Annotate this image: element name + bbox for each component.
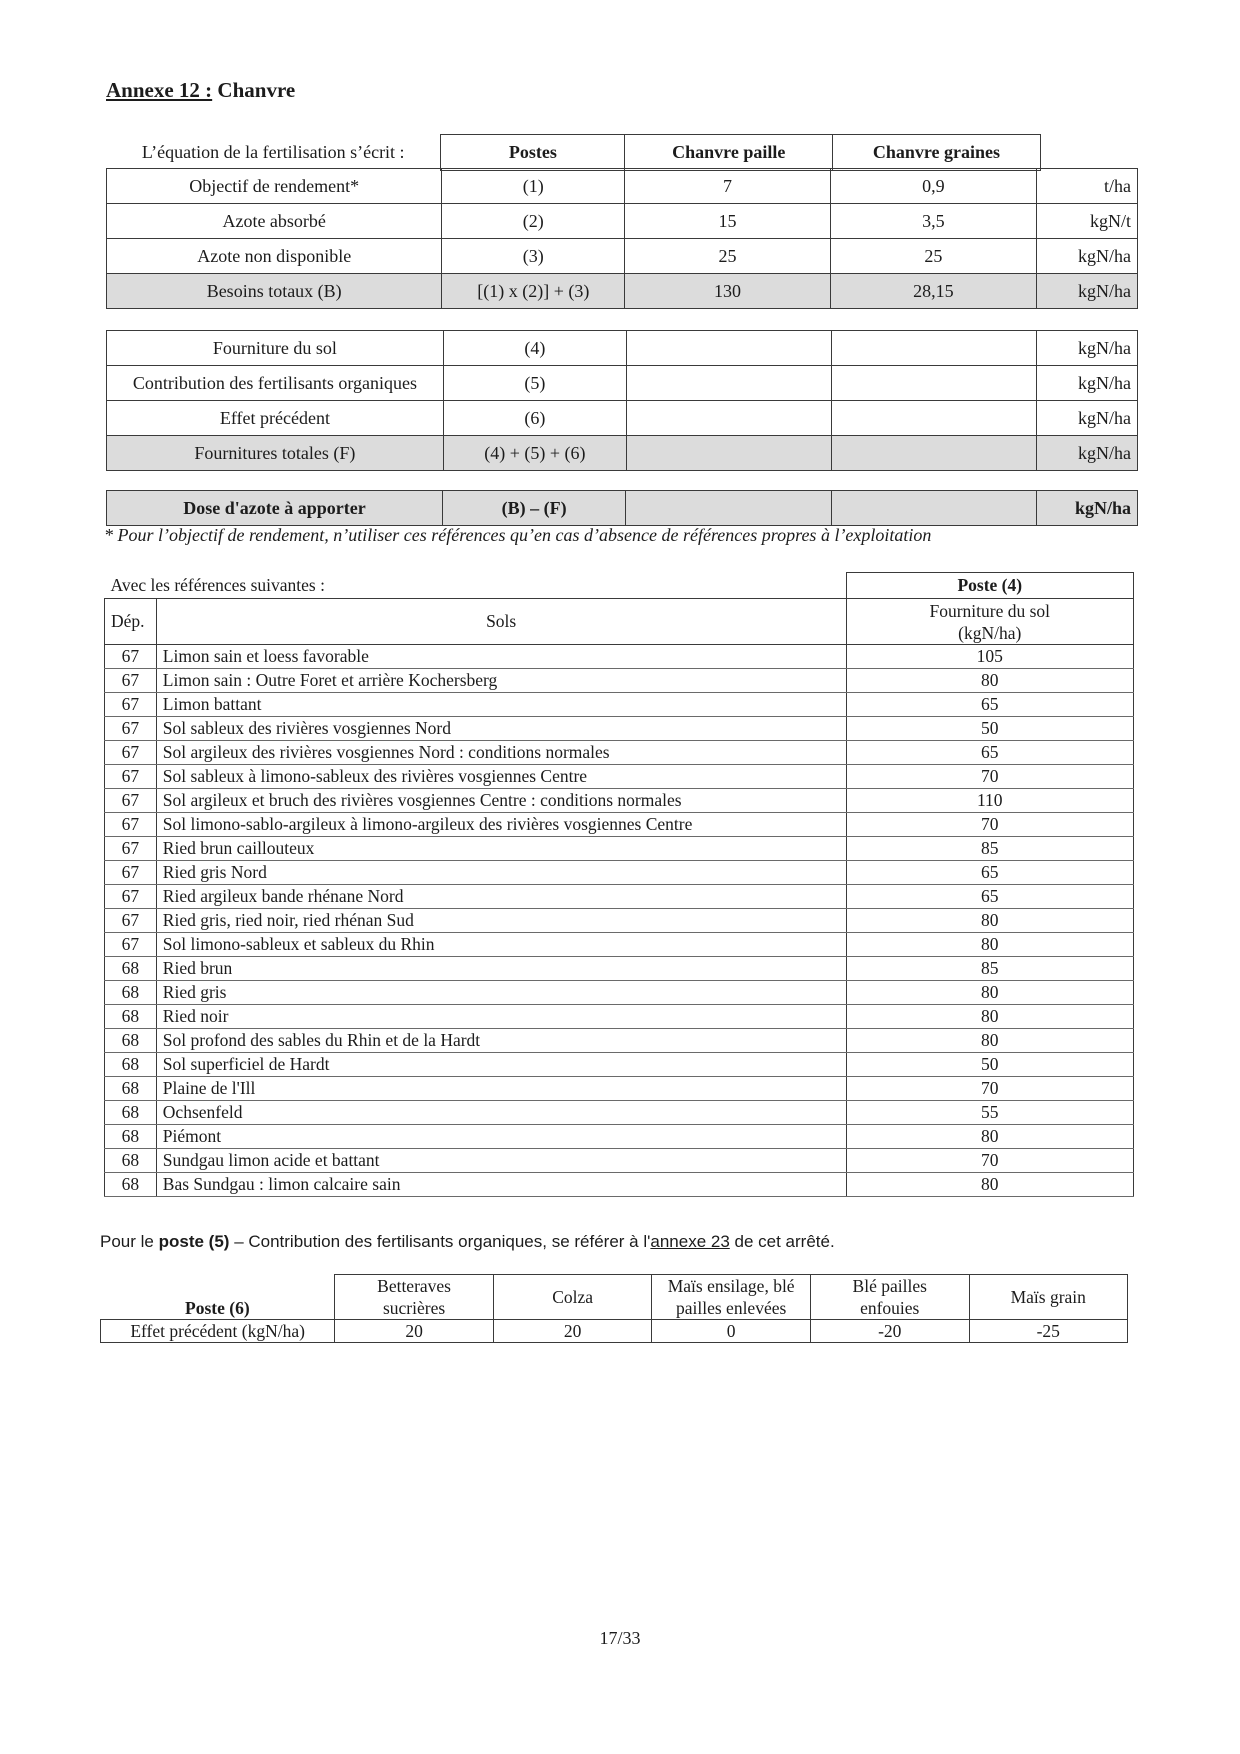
soil-name: Limon sain : Outre Foret et arrière Kochersberg xyxy=(156,669,846,693)
soils-table xyxy=(104,572,1134,1197)
soil-value: 80 xyxy=(846,1005,1133,1029)
soil-name: Sundgau limon acide et battant xyxy=(156,1149,846,1173)
annexe-label: Annexe 12 : xyxy=(106,78,213,102)
needs-total-row xyxy=(107,274,1138,309)
equation-header-table xyxy=(106,134,1138,171)
effet-value: 0 xyxy=(652,1320,811,1343)
soil-name: Ried noir xyxy=(156,1005,846,1029)
row-label: Effet précédent xyxy=(107,401,444,436)
header-postes: Postes xyxy=(441,135,625,171)
soil-value: 65 xyxy=(846,693,1133,717)
effet-row xyxy=(101,1320,1128,1343)
effet-col-header xyxy=(493,1275,651,1320)
soil-name: Limon battant xyxy=(156,693,846,717)
dose-poste: (B) – (F) xyxy=(442,491,625,526)
row-paille: 15 xyxy=(625,204,831,239)
effet-col-header xyxy=(810,1275,969,1320)
dose-unit: kgN/ha xyxy=(1036,491,1137,526)
row-label: Azote non disponible xyxy=(107,239,442,274)
header-chanvre-paille: Chanvre paille xyxy=(625,135,833,171)
supply-row xyxy=(107,401,1138,436)
soil-value: 80 xyxy=(846,1029,1133,1053)
soil-value: 70 xyxy=(846,765,1133,789)
soil-row xyxy=(105,717,1134,741)
soil-row xyxy=(105,1125,1134,1149)
effet-precedent-table xyxy=(100,1274,1128,1343)
soil-value: 70 xyxy=(846,1149,1133,1173)
value-header-line1: Fourniture du sol xyxy=(929,600,1051,621)
soil-name: Ried argileux bande rhénane Nord xyxy=(156,885,846,909)
soil-value: 85 xyxy=(846,957,1133,981)
col-line1: Blé pailles xyxy=(852,1276,927,1296)
soil-dep: 67 xyxy=(105,645,157,669)
soil-name: Ried brun caillouteux xyxy=(156,837,846,861)
dep-header: Dép. xyxy=(105,599,157,645)
annexe-23-link[interactable]: annexe 23 xyxy=(650,1232,730,1251)
effet-value: 20 xyxy=(335,1320,494,1343)
page-number: 17/33 xyxy=(599,1628,641,1648)
row-poste: (5) xyxy=(443,366,626,401)
soil-dep: 67 xyxy=(105,741,157,765)
soil-name: Sol limono-sableux et sableux du Rhin xyxy=(156,933,846,957)
value-header xyxy=(846,599,1133,645)
soil-value: 50 xyxy=(846,717,1133,741)
soil-dep: 68 xyxy=(105,1125,157,1149)
soil-name: Sol profond des sables du Rhin et de la Hardt xyxy=(156,1029,846,1053)
row-label: Fournitures totales (F) xyxy=(107,436,444,471)
soil-value: 80 xyxy=(846,1173,1133,1197)
soil-dep: 67 xyxy=(105,861,157,885)
soil-value: 55 xyxy=(846,1101,1133,1125)
soil-dep: 68 xyxy=(105,981,157,1005)
soil-row xyxy=(105,1101,1134,1125)
soil-row xyxy=(105,1173,1134,1197)
row-unit: kgN/ha xyxy=(1036,274,1137,309)
soil-value: 65 xyxy=(846,861,1133,885)
row-paille: 25 xyxy=(625,239,831,274)
soil-name: Ried gris xyxy=(156,981,846,1005)
soil-row xyxy=(105,981,1134,1005)
soil-value: 80 xyxy=(846,1125,1133,1149)
soil-value: 70 xyxy=(846,1077,1133,1101)
soil-name: Bas Sundgau : limon calcaire sain xyxy=(156,1173,846,1197)
row-label: Objectif de rendement* xyxy=(107,169,442,204)
effet-value: 20 xyxy=(493,1320,651,1343)
row-paille xyxy=(626,401,831,436)
row-label: Azote absorbé xyxy=(107,204,442,239)
annexe-name: Chanvre xyxy=(217,78,296,102)
soil-row xyxy=(105,957,1134,981)
effet-col-header xyxy=(969,1275,1127,1320)
soil-name: Sol superficiel de Hardt xyxy=(156,1053,846,1077)
soil-dep: 67 xyxy=(105,669,157,693)
row-paille: 130 xyxy=(625,274,831,309)
soil-dep: 68 xyxy=(105,1077,157,1101)
row-graines xyxy=(831,331,1036,366)
dose-table xyxy=(106,490,1138,526)
effet-value: -25 xyxy=(969,1320,1127,1343)
soil-dep: 68 xyxy=(105,1101,157,1125)
soil-name: Ried gris, ried noir, ried rhénan Sud xyxy=(156,909,846,933)
col-line2: pailles enlevées xyxy=(676,1298,787,1318)
supply-total-row xyxy=(107,436,1138,471)
row-unit: kgN/ha xyxy=(1036,331,1137,366)
soil-name: Ried gris Nord xyxy=(156,861,846,885)
soil-row xyxy=(105,1053,1134,1077)
soil-row xyxy=(105,909,1134,933)
soil-name: Sol argileux des rivières vosgiennes Nord : conditions normales xyxy=(156,741,846,765)
col-line1: Colza xyxy=(552,1287,594,1307)
poste5-note xyxy=(100,1232,835,1252)
soil-dep: 68 xyxy=(105,1029,157,1053)
soil-dep: 67 xyxy=(105,885,157,909)
row-paille: 7 xyxy=(625,169,831,204)
soil-value: 110 xyxy=(846,789,1133,813)
soil-value: 105 xyxy=(846,645,1133,669)
needs-row xyxy=(107,239,1138,274)
soil-name: Sol sableux à limono-sableux des rivières vosgiennes Centre xyxy=(156,765,846,789)
soil-value: 50 xyxy=(846,1053,1133,1077)
soil-name: Sol limono-sablo-argileux à limono-argileux des rivières vosgiennes Centre xyxy=(156,813,846,837)
row-poste: (2) xyxy=(442,204,625,239)
soil-row xyxy=(105,1005,1134,1029)
equation-intro: L’équation de la fertilisation s’écrit : xyxy=(141,142,405,162)
soil-dep: 67 xyxy=(105,765,157,789)
soil-value: 65 xyxy=(846,885,1133,909)
soil-dep: 68 xyxy=(105,1173,157,1197)
row-poste: (6) xyxy=(443,401,626,436)
soil-row xyxy=(105,1029,1134,1053)
needs-row xyxy=(107,169,1138,204)
soil-name: Sol sableux des rivières vosgiennes Nord xyxy=(156,717,846,741)
row-poste: (3) xyxy=(442,239,625,274)
soil-dep: 67 xyxy=(105,789,157,813)
soil-row xyxy=(105,885,1134,909)
sols-header: Sols xyxy=(156,599,846,645)
poste4-header: Poste (4) xyxy=(846,573,1133,599)
value-header-line2: (kgN/ha) xyxy=(958,622,1022,643)
soil-row xyxy=(105,789,1134,813)
soil-dep: 67 xyxy=(105,813,157,837)
row-unit: kgN/ha xyxy=(1036,401,1137,436)
row-graines xyxy=(831,401,1036,436)
soil-row xyxy=(105,669,1134,693)
soils-body xyxy=(105,645,1134,1197)
row-unit: kgN/ha xyxy=(1036,366,1137,401)
row-paille xyxy=(626,331,831,366)
dose-row xyxy=(107,491,1138,526)
soil-row xyxy=(105,933,1134,957)
soil-row xyxy=(105,1149,1134,1173)
soil-row xyxy=(105,837,1134,861)
soil-row xyxy=(105,741,1134,765)
row-graines: 25 xyxy=(830,239,1036,274)
soil-value: 80 xyxy=(846,933,1133,957)
needs-table xyxy=(106,168,1138,309)
soil-dep: 67 xyxy=(105,693,157,717)
soil-value: 70 xyxy=(846,813,1133,837)
soil-name: Ried brun xyxy=(156,957,846,981)
soil-name: Ochsenfeld xyxy=(156,1101,846,1125)
row-unit: kgN/ha xyxy=(1036,239,1137,274)
soil-name: Piémont xyxy=(156,1125,846,1149)
soil-row xyxy=(105,1077,1134,1101)
row-graines: 0,9 xyxy=(830,169,1036,204)
soil-value: 80 xyxy=(846,981,1133,1005)
soil-dep: 68 xyxy=(105,957,157,981)
row-poste: (4) + (5) + (6) xyxy=(443,436,626,471)
row-poste: (1) xyxy=(442,169,625,204)
col-line2: sucrières xyxy=(382,1298,446,1318)
row-graines: 3,5 xyxy=(830,204,1036,239)
row-unit: kgN/ha xyxy=(1036,436,1137,471)
soil-dep: 67 xyxy=(105,933,157,957)
soil-row xyxy=(105,693,1134,717)
col-line2: enfouies xyxy=(860,1298,920,1318)
soil-value: 65 xyxy=(846,741,1133,765)
dose-label: Dose d'azote à apporter xyxy=(107,491,443,526)
header-chanvre-graines: Chanvre graines xyxy=(833,135,1041,171)
soil-value: 85 xyxy=(846,837,1133,861)
row-graines xyxy=(831,366,1036,401)
footnote: * Pour l’objectif de rendement, n’utiliser ces références qu’en cas d’absence de références propres à l’exploitation xyxy=(104,525,932,545)
annexe-title xyxy=(106,78,295,103)
needs-row xyxy=(107,204,1138,239)
col-line1: Maïs ensilage, blé xyxy=(667,1276,795,1296)
row-label: Contribution des fertilisants organiques xyxy=(107,366,444,401)
effet-value: -20 xyxy=(810,1320,969,1343)
row-label: Besoins totaux (B) xyxy=(107,274,442,309)
dose-paille xyxy=(626,491,831,526)
soil-row xyxy=(105,813,1134,837)
soil-row xyxy=(105,861,1134,885)
col-line1: Maïs grain xyxy=(1010,1287,1086,1307)
soil-name: Sol argileux et bruch des rivières vosgiennes Centre : conditions normales xyxy=(156,789,846,813)
row-poste: (4) xyxy=(443,331,626,366)
soils-intro: Avec les références suivantes : xyxy=(110,574,325,595)
effet-col-header xyxy=(652,1275,811,1320)
row-graines xyxy=(831,436,1036,471)
soil-name: Limon sain et loess favorable xyxy=(156,645,846,669)
effet-row-label: Effet précédent (kgN/ha) xyxy=(101,1320,335,1343)
soil-name: Plaine de l'Ill xyxy=(156,1077,846,1101)
soil-value: 80 xyxy=(846,909,1133,933)
soil-dep: 68 xyxy=(105,1149,157,1173)
soil-value: 80 xyxy=(846,669,1133,693)
poste5-suffix: de cet arrêté. xyxy=(729,1232,835,1251)
row-label: Fourniture du sol xyxy=(107,331,444,366)
soil-dep: 67 xyxy=(105,837,157,861)
row-paille xyxy=(626,366,831,401)
poste5-prefix: Pour le xyxy=(100,1232,154,1251)
soil-row xyxy=(105,765,1134,789)
poste6-header: Poste (6) xyxy=(101,1275,335,1320)
dose-graines xyxy=(831,491,1036,526)
row-unit: t/ha xyxy=(1036,169,1137,204)
soil-dep: 68 xyxy=(105,1005,157,1029)
row-paille xyxy=(626,436,831,471)
soil-dep: 67 xyxy=(105,717,157,741)
poste5-bold: poste (5) xyxy=(158,1232,230,1251)
col-line1: Betteraves xyxy=(377,1276,451,1296)
soil-dep: 67 xyxy=(105,909,157,933)
row-graines: 28,15 xyxy=(830,274,1036,309)
supply-row xyxy=(107,366,1138,401)
row-poste: [(1) x (2)] + (3) xyxy=(442,274,625,309)
supply-table xyxy=(106,330,1138,471)
row-unit: kgN/t xyxy=(1036,204,1137,239)
soil-dep: 68 xyxy=(105,1053,157,1077)
soil-row xyxy=(105,645,1134,669)
poste5-middle: – Contribution des fertilisants organiques, se référer à l' xyxy=(234,1232,651,1251)
supply-row xyxy=(107,331,1138,366)
effet-col-header xyxy=(335,1275,494,1320)
header-spacer xyxy=(1040,135,1138,171)
